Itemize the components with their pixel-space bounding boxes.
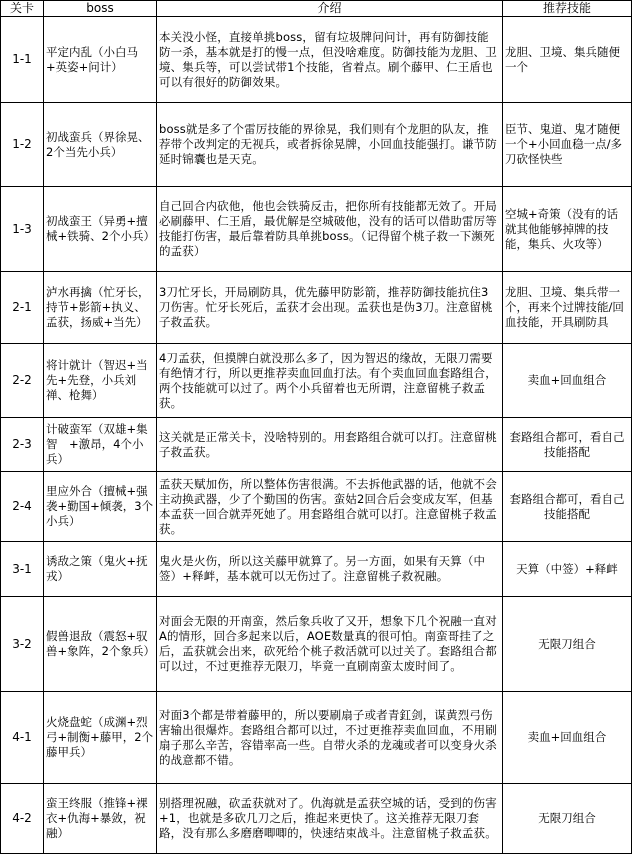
intro-cell: 对面会无限的开南蛮，然后象兵收了又开，想象下几个祝融一直对A的情形，回合多起来以后，AOE数量真的很可怕。南蛮哥挂了之后，孟获就会出来，砍死给个桃子救活就可以过关了。套路组合都可以过，不过更推荐无限刀，毕竟一直刷南蛮太废时间了。 — [157, 597, 503, 692]
skill-cell: 天算（中签）+释衅 — [503, 542, 632, 597]
boss-cell: 初战蛮兵（界徐晃、2个当先小兵） — [44, 103, 157, 187]
boss-cell: 计破蛮军（双雄+集智 +激昂，4个小兵） — [44, 418, 157, 472]
intro-cell: boss就是多了个雷厉技能的界徐晃，我们则有个龙胆的队友，推荐带个改判定的无视兵，或者拆徐晃牌，小回血技能强打。谦节防延时锦囊也是天克。 — [157, 103, 503, 187]
header-row — [1, 1, 632, 17]
boss-cell: 诱敌之策（鬼火+抚戎） — [44, 542, 157, 597]
stage-cell: 1-2 — [1, 103, 44, 187]
stage-cell: 2-1 — [1, 272, 44, 344]
table-row — [1, 472, 632, 542]
table-row — [1, 187, 632, 272]
skill-cell: 龙胆、卫境、集兵随便一个 — [503, 17, 632, 103]
intro-cell: 3刀忙牙长，开局刷防具，优先藤甲防影箭，推荐防御技能抗住3刀伤害。忙牙长死后，孟获才会出现。孟获也是伪3刀。注意留桃子救孟获。 — [157, 272, 503, 344]
intro-cell: 别搭理祝融，砍孟获就对了。仇海就是孟获空城的话，受到的伤害+1，也就是多砍几刀之后，推起来更快了。这关推荐无限刀套路，没有那么多磨磨唧唧的，快速结束战斗。注意留桃子救孟获。 — [157, 784, 503, 854]
skill-cell: 无限刀组合 — [503, 784, 632, 854]
table-row — [1, 344, 632, 418]
intro-cell: 4刀孟获，但摸牌白就没那么多了，因为智迟的缘故，无限刀需要有绝情才行，所以更推荐卖血回血打法。有个卖血回血套路组合，两个技能就可以过了。两个小兵留着也无所谓，注意留桃子救孟获。 — [157, 344, 503, 418]
header-intro: 介绍 — [157, 1, 503, 17]
table-row — [1, 103, 632, 187]
boss-cell: 蛮王终服（推锋+裸衣+仇海+暴敛，祝融） — [44, 784, 157, 854]
stage-cell: 1-1 — [1, 17, 44, 103]
table-row — [1, 784, 632, 854]
boss-cell: 平定内乱（小白马+英姿+问计） — [44, 17, 157, 103]
stage-cell: 1-3 — [1, 187, 44, 272]
stage-cell: 4-2 — [1, 784, 44, 854]
table-row — [1, 542, 632, 597]
header-boss: boss — [44, 1, 157, 17]
stage-cell: 3-1 — [1, 542, 44, 597]
intro-cell: 对面3个都是带着藤甲的，所以要刷扇子或者青釭剑，谋黄烈弓伤害输出很爆炸。套路组合都可以过，不过更推荐卖血回血，不用刷扇子那么辛苦，容错率高一些。自带火杀的龙魂或者可以变身火杀的战意都不错。 — [157, 692, 503, 784]
header-stage: 关卡 — [1, 1, 44, 17]
boss-cell: 初战蛮王（异勇+擅械+铁骑、2个小兵） — [44, 187, 157, 272]
skill-cell: 卖血+回血组合 — [503, 692, 632, 784]
skill-cell: 套路组合都可，看自己技能搭配 — [503, 418, 632, 472]
skill-cell: 臣节、鬼道、鬼才随便一个+小回血稳一点/多刀砍怪快些 — [503, 103, 632, 187]
intro-cell: 鬼火是火伤，所以这关藤甲就算了。另一方面，如果有天算（中签）+释衅，基本就可以无伤过了。注意留桃子救祝融。 — [157, 542, 503, 597]
intro-cell: 孟获天赋加伤，所以整体伤害很满。不去拆他武器的话，他就不会主动换武器，少了个勤国的伤害。蛮姑2回合后会变成友军，但基本孟获一回合就弄死她了。用套路组合就可以打。注意留桃子救孟获。 — [157, 472, 503, 542]
skill-cell: 套路组合都可，看自己技能搭配 — [503, 472, 632, 542]
skill-cell: 空城+奇策（没有的话就其他能够掉牌的技能，集兵、火攻等） — [503, 187, 632, 272]
table-row — [1, 418, 632, 472]
skill-cell: 龙胆、卫境、集兵带一个，再来个过牌技能/回血技能，开具刷防具 — [503, 272, 632, 344]
boss-cell: 泸水再擒（忙牙长，持节+影箭+执义、孟获，扬威+当先） — [44, 272, 157, 344]
skill-cell: 无限刀组合 — [503, 597, 632, 692]
stage-cell: 4-1 — [1, 692, 44, 784]
boss-cell: 将计就计（智迟+当先+先登，小兵刘禅、枪舞） — [44, 344, 157, 418]
stage-cell: 2-3 — [1, 418, 44, 472]
skill-cell: 卖血+回血组合 — [503, 344, 632, 418]
boss-cell: 火烧盘蛇（成渊+烈弓+制衡+藤甲，2个藤甲兵） — [44, 692, 157, 784]
table-row — [1, 692, 632, 784]
table-row — [1, 17, 632, 103]
intro-cell: 这关就是正常关卡，没啥特别的。用套路组合就可以打。注意留桃子救孟获。 — [157, 418, 503, 472]
stage-cell: 2-4 — [1, 472, 44, 542]
boss-cell: 里应外合（擅械+强袭+勤国+倾袭，3个小兵） — [44, 472, 157, 542]
stage-cell: 2-2 — [1, 344, 44, 418]
intro-cell: 自己回合内砍他，他也会铁骑反击，把你所有技能都无效了。开局必刷藤甲、仁王盾，最优解是空城破他，没有的话可以借助雷厉等技能打伤害，最后靠着防具单挑boss。（记得留个桃子救一下濒死的孟获） — [157, 187, 503, 272]
stage-cell: 3-2 — [1, 597, 44, 692]
table-row — [1, 272, 632, 344]
boss-cell: 假兽退敌（震怒+驭兽+象阵，2个象兵） — [44, 597, 157, 692]
header-skill: 推荐技能 — [503, 1, 632, 17]
intro-cell: 本关没小怪，直接单挑boss，留有垃圾牌问问计，再有防御技能防一杀，基本就是打的慢一点，但没啥难度。防御技能为龙胆、卫境、集兵等，可以尝试带1个技能，省着点。刷个藤甲、仁王盾也可以有很好的防御效果。 — [157, 17, 503, 103]
table-row — [1, 597, 632, 692]
